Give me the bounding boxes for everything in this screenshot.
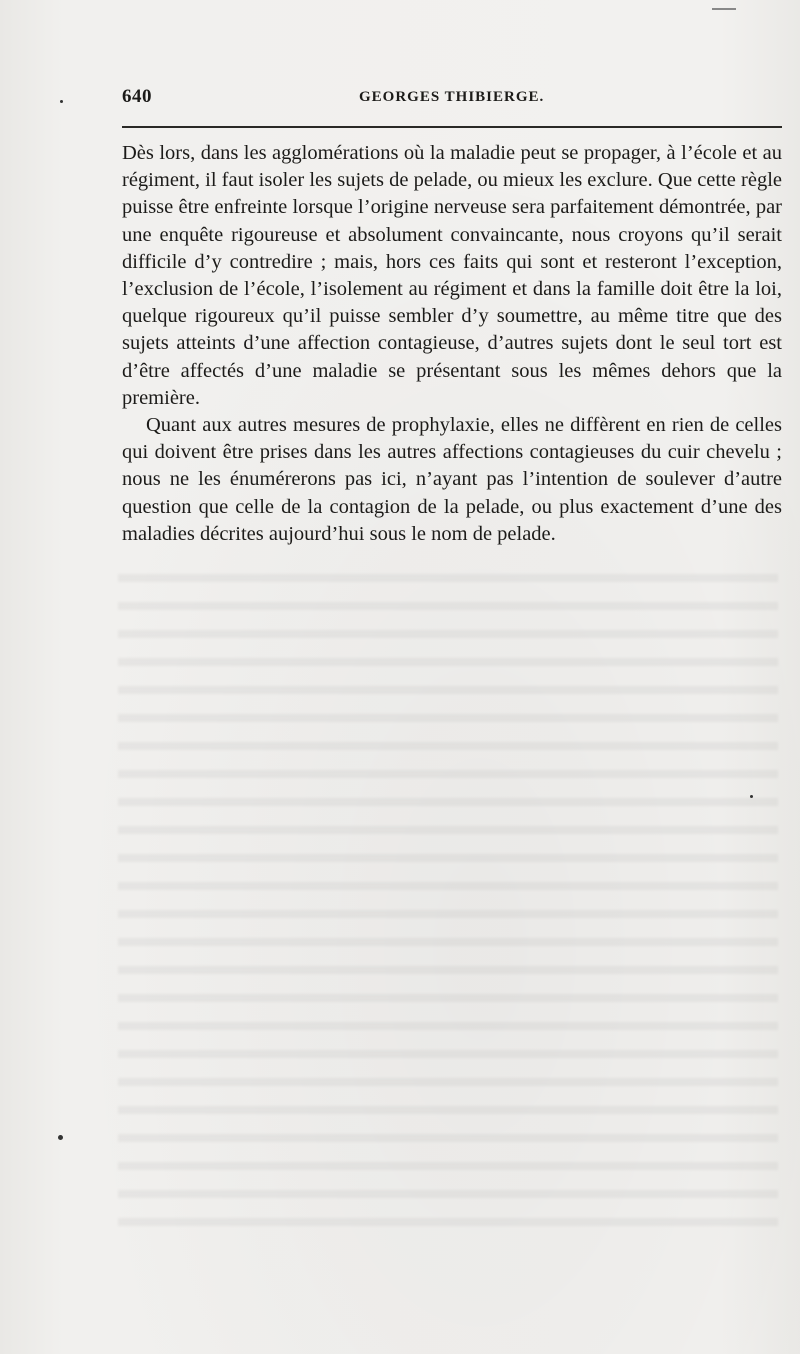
ink-speck xyxy=(58,1135,63,1140)
show-through-text xyxy=(118,560,778,1240)
header-rule xyxy=(122,126,782,128)
paragraph-2: Quant aux autres mesures de prophylaxie, elles ne diffèrent en rien de celles qui doivent être prises dans les autres affections contagieuses du cuir chevelu ; nous ne les énumérerons pas ici, n’ayant pas l’intention de soulever d’autre question que celle de la contagion de la pelade, ou plus exactement d’une des maladies décrites aujourd’hui sous le nom de pelade. xyxy=(122,414,782,545)
body-text xyxy=(122,140,782,548)
running-head: GEORGES THIBIERGE. xyxy=(359,89,545,105)
scan-mark xyxy=(712,8,736,10)
paragraph-1: Dès lors, dans les agglomérations où la maladie peut se propager, à l’école et au régiment, il faut isoler les sujets de pelade, ou mieux les exclure. Que cette règle puisse être enfreinte lorsque l’origine nerveuse sera parfaitement démontrée, par une enquête rigoureuse et absolument convaincante, nous croyons qu’il serait difficile d’y contredire ; mais, hors ces faits qui sont et resteront l’exception, l’exclusion de l’école, l’isolement au régiment et dans la famille doit être la loi, quelque rigoureux qu’il puisse sembler d’y soumettre, au même titre que des sujets atteints d’une affection contagieuse, d’autres sujets dont le seul tort est d’être affectés d’une maladie se présentant sous les mêmes dehors que la première. xyxy=(122,142,782,409)
ink-speck xyxy=(750,795,753,798)
page-number: 640 xyxy=(122,86,152,107)
page-header xyxy=(122,86,782,114)
ink-speck xyxy=(60,100,63,103)
